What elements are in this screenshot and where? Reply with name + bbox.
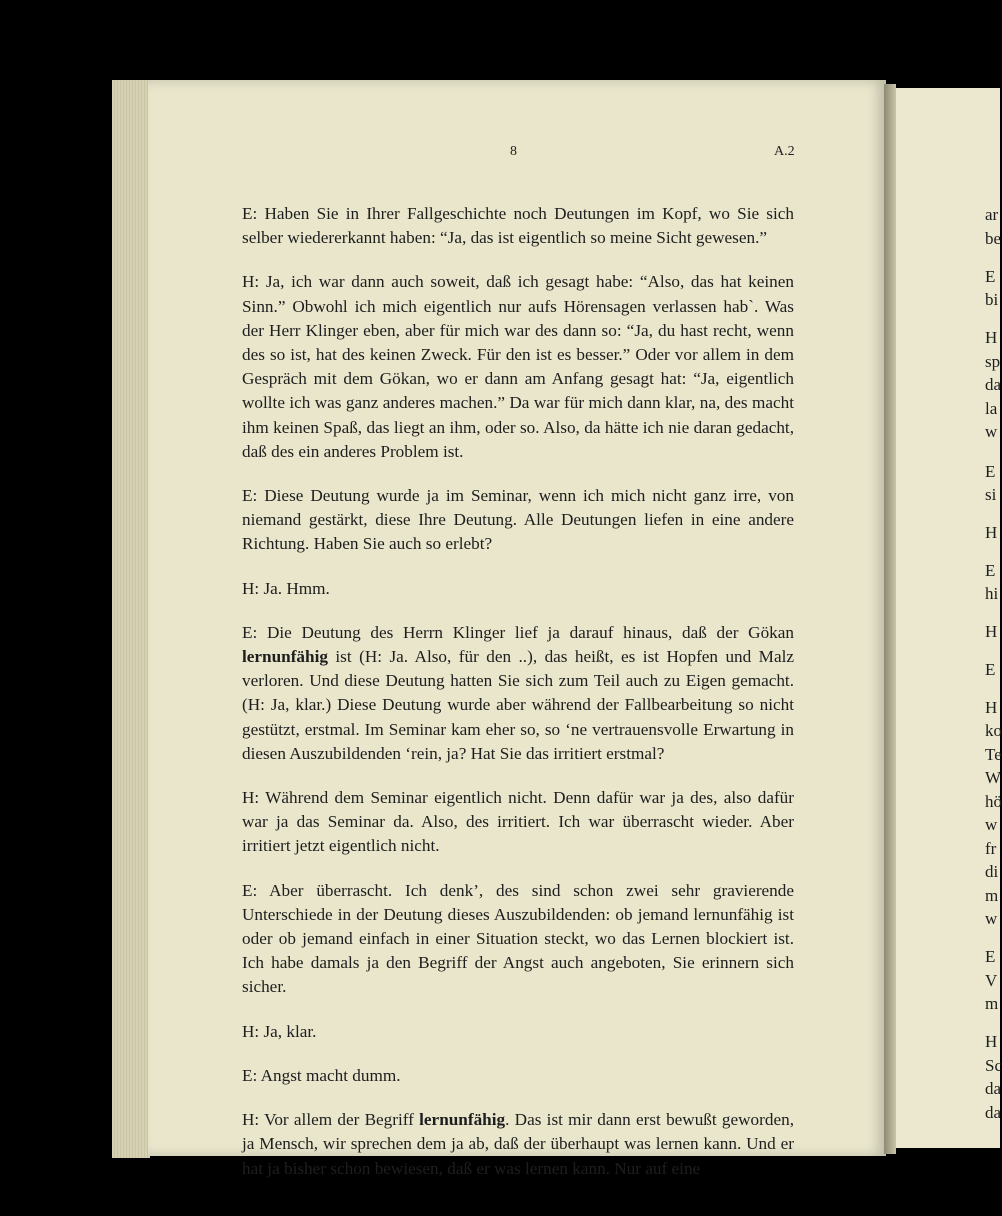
page-number: 8: [510, 144, 517, 159]
right-page-fragment: w: [985, 422, 998, 441]
paragraph: [242, 1020, 794, 1044]
right-page-fragment: da: [985, 1079, 1002, 1098]
text-run: H: Während dem Seminar eigentlich nicht. Denn dafür war ja des, also dafür war ja das Seminar da. Also, des irritiert. Ich war überrascht wieder. Aber irritiert jetzt eigentlich nicht.: [242, 788, 794, 856]
right-page-fragment: V: [985, 971, 998, 990]
right-page-fragment: H: [985, 328, 998, 347]
right-page-fragment: ko: [985, 721, 1002, 740]
bold-term: lernunfähig: [419, 1110, 506, 1130]
paragraph: [242, 202, 794, 250]
text-run: E: Angst macht dumm.: [242, 1065, 401, 1085]
right-page-fragment: da: [985, 375, 1002, 394]
paragraph: [242, 621, 794, 766]
bold-term: lernunfähig: [242, 647, 328, 667]
right-page-fragment: di: [985, 862, 999, 881]
page-stack-edge: [112, 80, 150, 1158]
paragraph: [242, 270, 794, 464]
right-page-fragment: H: [985, 622, 998, 641]
text-run: H: Vor allem der Begriff: [242, 1110, 420, 1130]
book-gutter: [884, 84, 896, 1154]
right-page-fragment: m: [985, 994, 999, 1013]
text-run: E: Haben Sie in Ihrer Fallgeschichte noch Deutungen im Kopf, wo Sie sich selber wiedererkannt haben: “Ja, das ist eigentlich so meine Sicht gewesen.”: [242, 204, 794, 248]
right-page-fragment: E: [985, 462, 996, 481]
right-page-fragment: w: [985, 909, 998, 928]
right-page-fragment: ar: [985, 205, 999, 224]
text-run: H: Ja, ich war dann auch soweit, daß ich gesagt habe: “Also, das hat keinen Sinn.” Obwohl ich mich eigentlich nur aufs Hörensagen verlassen hab`. Was der Herr Klinger eben, aber für mich war des dann so: “Ja, du hast recht, wenn des so ist, hat des keinen Zweck. Für den ist es besser.” Oder vor allem in dem Gespräch mit dem Gökan, wo er dann am Anfang gesagt hat: “Ja, eigentlich wollte ich was ganz anderes machen.” Da war für mich dann klar, na, des macht ihm keinen Spaß, das liegt an ihm, oder so. Also, da hätte ich nie daran gedacht, daß des ein anderes Problem ist.: [242, 272, 794, 461]
right-page-fragment: bi: [985, 290, 999, 309]
right-page-fragment: E: [985, 660, 996, 679]
right-page-fragment: hö: [985, 792, 1002, 811]
right-page-fragment: Sc: [985, 1056, 1002, 1075]
paragraph: [242, 879, 794, 1000]
text-run: H: Ja, klar.: [242, 1021, 317, 1041]
paragraph: [242, 577, 794, 601]
right-page-fragment: hi: [985, 584, 999, 603]
text-run: E: Die Deutung des Herrn Klinger lief ja darauf hinaus, daß der Gökan: [242, 622, 794, 642]
right-page-fragment: H: [985, 1032, 998, 1051]
right-page-fragment: H: [985, 698, 998, 717]
paragraph: [242, 484, 794, 557]
right-page-fragment: si: [985, 485, 997, 504]
paragraph: [242, 1064, 794, 1088]
text-run: ist (H: Ja. Also, für den ..), das heißt, es ist Hopfen und Malz verloren. Und diese Deutung hatten Sie sich zum Teil auch zu Eigen gemacht. (H: Ja, klar.) Diese Deutung wurde aber während der Fallbearbeitung so nicht gestützt, erstmal. Im Seminar kam eher so, so ‘ne vertrauensvolle Erwartung in diesen Auszubildenden ‘rein, ja? Hat Sie das irritiert erstmal?: [242, 647, 794, 763]
right-page-fragment: E: [985, 267, 996, 286]
right-page-fragment: W: [985, 768, 1002, 787]
paragraph: [242, 786, 794, 859]
right-page-fragment: la: [985, 399, 998, 418]
right-page-fragment: H: [985, 523, 998, 542]
right-page-fragment: Te: [985, 745, 1002, 764]
right-page-fragment: be: [985, 229, 1002, 248]
right-page-fragment: E: [985, 947, 996, 966]
paragraph: [242, 1108, 794, 1181]
text-run: H: Ja. Hmm.: [242, 578, 330, 598]
page-body: [242, 202, 794, 1201]
right-page-fragment: E: [985, 561, 996, 580]
right-page-fragment: m: [985, 886, 999, 905]
right-page-fragment: fr: [985, 839, 997, 858]
right-page-fragment: w: [985, 815, 998, 834]
text-run: . Das ist mir dann erst bewußt geworden, ja Mensch, wir sprechen dem ja ab, daß der überhaupt was lernen kann. Und er hat ja bisher schon bewiesen, daß er was lernen kann. Nur auf eine: [242, 1110, 794, 1178]
text-run: E: Aber überrascht. Ich denk’, des sind schon zwei sehr gravierende Unterschiede in der Deutung dieses Auszubildenden: ob jemand lernunfähig ist oder ob jemand einfach in einer Situation steckt, wo das Lernen blockiert ist. Ich habe damals ja den Begriff der Angst auch angeboten, Sie erinnern sich sicher.: [242, 880, 794, 997]
right-page-fragment: da: [985, 1103, 1002, 1122]
text-run: E: Diese Deutung wurde ja im Seminar, wenn ich mich nicht ganz irre, von niemand gestärkt, diese Ihre Deutung. Alle Deutungen liefen in eine andere Richtung. Haben Sie auch so erlebt?: [242, 486, 794, 554]
right-page-fragment: sp: [985, 352, 1001, 371]
section-reference: A.2: [774, 144, 795, 159]
